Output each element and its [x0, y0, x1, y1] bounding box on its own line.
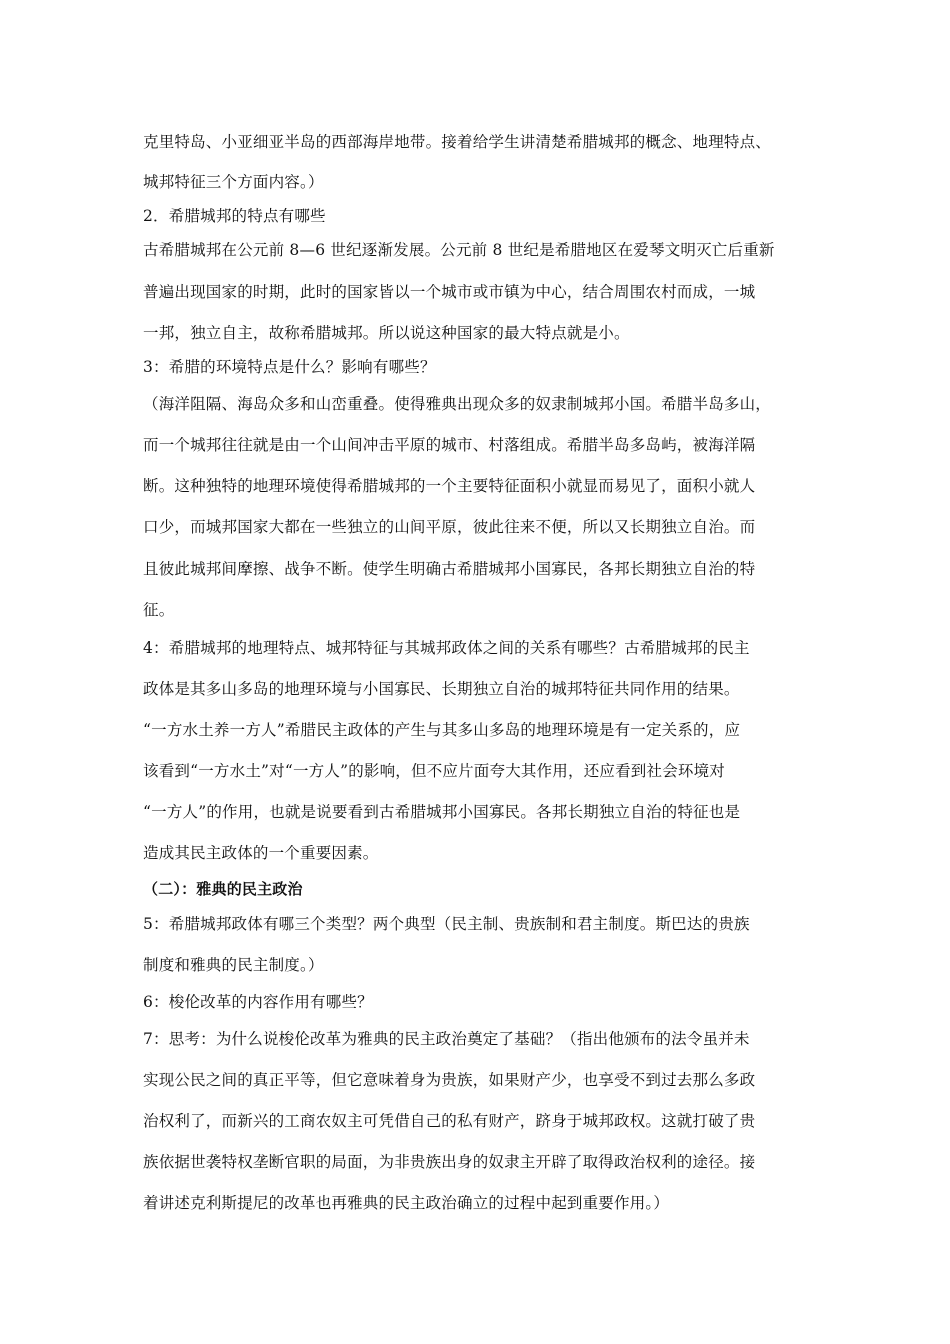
- paragraph-line: 而一个城邦往往就是由一个山间冲击平原的城市、村落组成。希腊半岛多岛屿，被海洋隔: [143, 436, 756, 454]
- paragraph-line: 着讲述克利斯提尼的改革也再雅典的民主政治确立的过程中起到重要作用。）: [143, 1194, 670, 1212]
- paragraph-line: 一邦，独立自主，故称希腊城邦。所以说这种国家的最大特点就是小。: [143, 324, 630, 342]
- paragraph-line: 造成其民主政体的一个重要因素。: [143, 844, 379, 862]
- paragraph-line: 制度和雅典的民主制度。）: [143, 956, 324, 974]
- paragraph-line: 政体是其多山多岛的地理环境与小国寡民、长期独立自治的城邦特征共同作用的结果。: [143, 680, 740, 698]
- paragraph-line: 普遍出现国家的时期，此时的国家皆以一个城市或市镇为中心，结合周围农村而成，一城: [143, 283, 756, 301]
- paragraph-line: （海洋阻隔、海岛众多和山峦重叠。使得雅典出现众多的奴隶制城邦小国。希腊半岛多山，: [143, 395, 772, 413]
- paragraph-line: “一方水土养一方人”希腊民主政体的产生与其多山多岛的地理环境是有一定关系的，应: [143, 721, 741, 739]
- paragraph-line: 古希腊城邦在公元前 8—6 世纪逐渐发展。公元前 8 世纪是希腊地区在爱琴文明灭亡后重新: [143, 241, 775, 259]
- paragraph-line: 断。这种独特的地理环境使得希腊城邦的一个主要特征面积小就显而易见了，面积小就人: [143, 477, 756, 495]
- paragraph-line: 族依据世袭特权垄断官职的局面，为非贵族出身的奴隶主开辟了取得政治权利的途径。接: [143, 1153, 756, 1171]
- paragraph-line: 征。: [143, 601, 175, 619]
- section-heading: （二）：雅典的民主政治: [143, 880, 303, 898]
- paragraph-line: 口少，而城邦国家大都在一些独立的山间平原，彼此往来不便，所以又长期独立自治。而: [143, 518, 756, 536]
- paragraph-line: 7：思考：为什么说梭伦改革为雅典的民主政治奠定了基础？（指出他颁布的法令虽并未: [143, 1030, 750, 1048]
- paragraph-line: 该看到“一方水土”对“一方人”的影响，但不应片面夸大其作用，还应看到社会环境对: [143, 762, 725, 780]
- paragraph-line: “一方人”的作用，也就是说要看到古希腊城邦小国寡民。各邦长期独立自治的特征也是: [143, 803, 741, 821]
- question-heading: 6：梭伦改革的内容作用有哪些？: [143, 993, 373, 1011]
- paragraph-line: 5：希腊城邦政体有哪三个类型？两个典型（民主制、贵族制和君主制度。斯巴达的贵族: [143, 915, 750, 933]
- paragraph-line: 4：希腊城邦的地理特点、城邦特征与其城邦政体之间的关系有哪些？古希腊城邦的民主: [143, 639, 750, 657]
- paragraph-line: 城邦特征三个方面内容。）: [143, 173, 324, 191]
- question-heading: 2．希腊城邦的特点有哪些: [143, 207, 326, 225]
- question-heading: 3：希腊的环境特点是什么？影响有哪些？: [143, 358, 436, 376]
- paragraph-line: 且彼此城邦间摩擦、战争不断。使学生明确古希腊城邦小国寡民，各邦长期独立自治的特: [143, 560, 756, 578]
- paragraph-line: 实现公民之间的真正平等，但它意味着身为贵族，如果财产少，也享受不到过去那么多政: [143, 1071, 756, 1089]
- paragraph-line: 治权利了，而新兴的工商农奴主可凭借自己的私有财产，跻身于城邦政权。这就打破了贵: [143, 1112, 756, 1130]
- paragraph-line: 克里特岛、小亚细亚半岛的西部海岸地带。接着给学生讲清楚希腊城邦的概念、地理特点、: [143, 133, 772, 151]
